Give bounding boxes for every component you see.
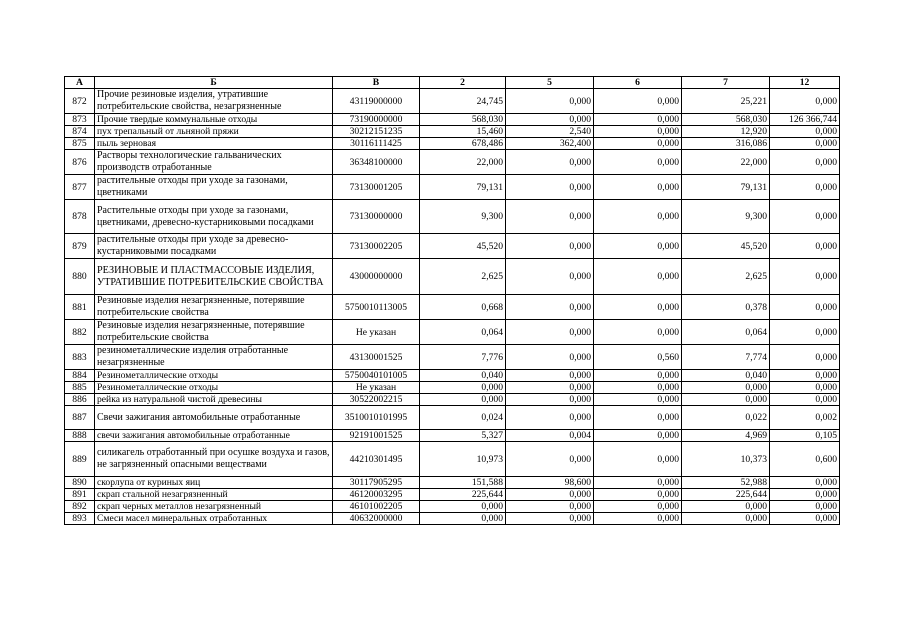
waste-name: скрап черных металлов незагрязненный xyxy=(95,501,333,513)
row-number: 875 xyxy=(65,138,95,150)
waste-code: 43000000000 xyxy=(333,259,420,295)
value-col-2: 0,000 xyxy=(420,501,506,513)
value-col-12: 0,000 xyxy=(770,259,840,295)
value-col-12: 0,105 xyxy=(770,430,840,442)
value-col-12: 0,000 xyxy=(770,320,840,345)
value-col-7: 0,000 xyxy=(682,513,770,525)
value-col-6: 0,000 xyxy=(594,138,682,150)
value-col-2: 0,000 xyxy=(420,382,506,394)
row-number: 888 xyxy=(65,430,95,442)
waste-name: скрап стальной незагрязненный xyxy=(95,489,333,501)
value-col-12: 0,000 xyxy=(770,345,840,370)
waste-code: 73190000000 xyxy=(333,114,420,126)
header-col-5: 5 xyxy=(506,77,594,89)
table-row xyxy=(65,370,840,382)
value-col-5: 0,000 xyxy=(506,114,594,126)
value-col-6: 0,000 xyxy=(594,114,682,126)
value-col-5: 0,000 xyxy=(506,489,594,501)
value-col-6: 0,000 xyxy=(594,234,682,259)
row-number: 891 xyxy=(65,489,95,501)
waste-report-sheet xyxy=(64,76,840,525)
value-col-12: 0,000 xyxy=(770,138,840,150)
table-row xyxy=(65,234,840,259)
table-row xyxy=(65,114,840,126)
value-col-7: 10,373 xyxy=(682,442,770,477)
table-row xyxy=(65,382,840,394)
value-col-6: 0,000 xyxy=(594,489,682,501)
value-col-7: 12,920 xyxy=(682,126,770,138)
table-row xyxy=(65,200,840,234)
value-col-7: 0,064 xyxy=(682,320,770,345)
table-body xyxy=(65,89,840,525)
row-number: 872 xyxy=(65,89,95,114)
value-col-5: 0,000 xyxy=(506,295,594,320)
table-row xyxy=(65,513,840,525)
value-col-6: 0,000 xyxy=(594,513,682,525)
row-number: 881 xyxy=(65,295,95,320)
value-col-6: 0,000 xyxy=(594,394,682,406)
value-col-5: 0,000 xyxy=(506,175,594,200)
row-number: 882 xyxy=(65,320,95,345)
value-col-7: 4,969 xyxy=(682,430,770,442)
value-col-7: 79,131 xyxy=(682,175,770,200)
waste-name: рейка из натуральной чистой древесины xyxy=(95,394,333,406)
value-col-2: 22,000 xyxy=(420,150,506,175)
value-col-7: 9,300 xyxy=(682,200,770,234)
table-row xyxy=(65,138,840,150)
value-col-5: 0,000 xyxy=(506,513,594,525)
value-col-6: 0,000 xyxy=(594,89,682,114)
value-col-7: 7,774 xyxy=(682,345,770,370)
value-col-5: 0,000 xyxy=(506,200,594,234)
table-row xyxy=(65,430,840,442)
waste-code: Не указан xyxy=(333,382,420,394)
value-col-12: 0,000 xyxy=(770,234,840,259)
waste-name: Прочие твердые коммунальные отходы xyxy=(95,114,333,126)
waste-name: скорлупа от куриных яиц xyxy=(95,477,333,489)
row-number: 885 xyxy=(65,382,95,394)
value-col-12: 0,000 xyxy=(770,370,840,382)
value-col-6: 0,000 xyxy=(594,150,682,175)
waste-code: 5750010113005 xyxy=(333,295,420,320)
waste-code: 73130000000 xyxy=(333,200,420,234)
value-col-7: 52,988 xyxy=(682,477,770,489)
row-number: 877 xyxy=(65,175,95,200)
value-col-2: 225,644 xyxy=(420,489,506,501)
value-col-5: 362,400 xyxy=(506,138,594,150)
table-row xyxy=(65,259,840,295)
value-col-2: 151,588 xyxy=(420,477,506,489)
value-col-2: 2,625 xyxy=(420,259,506,295)
waste-code: Не указан xyxy=(333,320,420,345)
waste-name: растительные отходы при уходе за газонами, цветниками xyxy=(95,175,333,200)
waste-code: 46120003295 xyxy=(333,489,420,501)
value-col-5: 0,000 xyxy=(506,234,594,259)
row-number: 883 xyxy=(65,345,95,370)
waste-name: резинометаллические изделия отработанные незагрязненные xyxy=(95,345,333,370)
table-row xyxy=(65,442,840,477)
value-col-7: 22,000 xyxy=(682,150,770,175)
value-col-7: 0,000 xyxy=(682,501,770,513)
table-row xyxy=(65,394,840,406)
value-col-5: 98,600 xyxy=(506,477,594,489)
value-col-12: 0,000 xyxy=(770,394,840,406)
value-col-2: 15,460 xyxy=(420,126,506,138)
waste-code: 40632000000 xyxy=(333,513,420,525)
waste-code: 46101002205 xyxy=(333,501,420,513)
table-row xyxy=(65,126,840,138)
value-col-5: 0,000 xyxy=(506,150,594,175)
value-col-5: 0,000 xyxy=(506,501,594,513)
value-col-7: 0,040 xyxy=(682,370,770,382)
table-row xyxy=(65,175,840,200)
waste-code: 5750040101005 xyxy=(333,370,420,382)
value-col-2: 79,131 xyxy=(420,175,506,200)
waste-code: 43130001525 xyxy=(333,345,420,370)
value-col-2: 0,668 xyxy=(420,295,506,320)
value-col-7: 225,644 xyxy=(682,489,770,501)
waste-name: Растворы технологические гальванических производств отработанные xyxy=(95,150,333,175)
row-number: 889 xyxy=(65,442,95,477)
waste-code: 92191001525 xyxy=(333,430,420,442)
value-col-12: 0,000 xyxy=(770,382,840,394)
value-col-5: 0,004 xyxy=(506,430,594,442)
value-col-2: 0,000 xyxy=(420,513,506,525)
value-col-5: 0,000 xyxy=(506,442,594,477)
waste-name: РЕЗИНОВЫЕ И ПЛАСТМАССОВЫЕ ИЗДЕЛИЯ, УТРАТИВШИЕ ПОТРЕБИТЕЛЬСКИЕ СВОЙСТВА xyxy=(95,259,333,295)
value-col-12: 0,000 xyxy=(770,477,840,489)
value-col-5: 0,000 xyxy=(506,370,594,382)
value-col-12: 126 366,744 xyxy=(770,114,840,126)
row-number: 886 xyxy=(65,394,95,406)
value-col-5: 0,000 xyxy=(506,320,594,345)
value-col-2: 568,030 xyxy=(420,114,506,126)
waste-code: 3510010101995 xyxy=(333,406,420,430)
value-col-2: 5,327 xyxy=(420,430,506,442)
value-col-6: 0,000 xyxy=(594,370,682,382)
header-col-b: Б xyxy=(95,77,333,89)
waste-name: Смеси масел минеральных отработанных xyxy=(95,513,333,525)
waste-name: Свечи зажигания автомобильные отработанные xyxy=(95,406,333,430)
header-col-7: 7 xyxy=(682,77,770,89)
header-col-2: 2 xyxy=(420,77,506,89)
value-col-12: 0,000 xyxy=(770,150,840,175)
value-col-6: 0,000 xyxy=(594,126,682,138)
waste-name: Резиновые изделия незагрязненные, потерявшие потребительские свойства xyxy=(95,320,333,345)
value-col-2: 0,000 xyxy=(420,394,506,406)
value-col-2: 0,024 xyxy=(420,406,506,430)
table-row xyxy=(65,320,840,345)
value-col-12: 0,000 xyxy=(770,489,840,501)
row-number: 887 xyxy=(65,406,95,430)
value-col-6: 0,000 xyxy=(594,320,682,345)
value-col-6: 0,000 xyxy=(594,382,682,394)
value-col-6: 0,000 xyxy=(594,200,682,234)
value-col-7: 0,000 xyxy=(682,382,770,394)
value-col-7: 0,378 xyxy=(682,295,770,320)
value-col-12: 0,002 xyxy=(770,406,840,430)
header-row xyxy=(65,77,840,89)
waste-name: Резинометаллические отходы xyxy=(95,370,333,382)
value-col-7: 2,625 xyxy=(682,259,770,295)
value-col-2: 0,064 xyxy=(420,320,506,345)
value-col-2: 24,745 xyxy=(420,89,506,114)
value-col-7: 0,022 xyxy=(682,406,770,430)
value-col-6: 0,000 xyxy=(594,175,682,200)
waste-table xyxy=(64,76,840,525)
waste-code: 30116111425 xyxy=(333,138,420,150)
value-col-7: 316,086 xyxy=(682,138,770,150)
row-number: 884 xyxy=(65,370,95,382)
table-row xyxy=(65,501,840,513)
waste-code: 44210301495 xyxy=(333,442,420,477)
header-col-a: А xyxy=(65,77,95,89)
table-row xyxy=(65,89,840,114)
value-col-6: 0,000 xyxy=(594,430,682,442)
value-col-7: 568,030 xyxy=(682,114,770,126)
row-number: 876 xyxy=(65,150,95,175)
value-col-5: 0,000 xyxy=(506,259,594,295)
value-col-6: 0,000 xyxy=(594,442,682,477)
value-col-12: 0,000 xyxy=(770,89,840,114)
value-col-2: 678,486 xyxy=(420,138,506,150)
value-col-5: 0,000 xyxy=(506,382,594,394)
waste-name: Резинометаллические отходы xyxy=(95,382,333,394)
waste-name: Прочие резиновые изделия, утратившие потребительские свойства, незагрязненные xyxy=(95,89,333,114)
waste-name: растительные отходы при уходе за древесно-кустарниковыми посадками xyxy=(95,234,333,259)
value-col-6: 0,000 xyxy=(594,477,682,489)
value-col-5: 0,000 xyxy=(506,345,594,370)
value-col-6: 0,000 xyxy=(594,259,682,295)
waste-name: Растительные отходы при уходе за газонами, цветниками, древесно-кустарниковыми посадками xyxy=(95,200,333,234)
table-row xyxy=(65,477,840,489)
value-col-5: 0,000 xyxy=(506,89,594,114)
value-col-7: 45,520 xyxy=(682,234,770,259)
row-number: 892 xyxy=(65,501,95,513)
value-col-2: 7,776 xyxy=(420,345,506,370)
value-col-6: 0,560 xyxy=(594,345,682,370)
table-row xyxy=(65,345,840,370)
value-col-5: 0,000 xyxy=(506,406,594,430)
waste-code: 36348100000 xyxy=(333,150,420,175)
value-col-6: 0,000 xyxy=(594,295,682,320)
value-col-12: 0,000 xyxy=(770,126,840,138)
value-col-2: 45,520 xyxy=(420,234,506,259)
waste-name: свечи зажигания автомобильные отработанные xyxy=(95,430,333,442)
row-number: 893 xyxy=(65,513,95,525)
waste-code: 30117905295 xyxy=(333,477,420,489)
row-number: 873 xyxy=(65,114,95,126)
value-col-7: 25,221 xyxy=(682,89,770,114)
waste-name: пыль зерновая xyxy=(95,138,333,150)
value-col-2: 0,040 xyxy=(420,370,506,382)
value-col-12: 0,000 xyxy=(770,295,840,320)
header-col-v: В xyxy=(333,77,420,89)
value-col-2: 9,300 xyxy=(420,200,506,234)
value-col-12: 0,000 xyxy=(770,513,840,525)
waste-name: силикагель отработанный при осушке воздуха и газов, не загрязненный опасными веществами xyxy=(95,442,333,477)
waste-code: 43119000000 xyxy=(333,89,420,114)
waste-code: 73130002205 xyxy=(333,234,420,259)
waste-name: пух трепальный от льняной пряжи xyxy=(95,126,333,138)
table-row xyxy=(65,295,840,320)
value-col-5: 0,000 xyxy=(506,394,594,406)
row-number: 874 xyxy=(65,126,95,138)
header-col-12: 12 xyxy=(770,77,840,89)
waste-code: 73130001205 xyxy=(333,175,420,200)
value-col-6: 0,000 xyxy=(594,501,682,513)
value-col-12: 0,000 xyxy=(770,200,840,234)
waste-name: Резиновые изделия незагрязненные, потерявшие потребительские свойства xyxy=(95,295,333,320)
value-col-5: 2,540 xyxy=(506,126,594,138)
row-number: 880 xyxy=(65,259,95,295)
table-row xyxy=(65,406,840,430)
waste-code: 30522002215 xyxy=(333,394,420,406)
value-col-6: 0,000 xyxy=(594,406,682,430)
value-col-2: 10,973 xyxy=(420,442,506,477)
table-row xyxy=(65,489,840,501)
row-number: 878 xyxy=(65,200,95,234)
value-col-12: 0,000 xyxy=(770,175,840,200)
row-number: 890 xyxy=(65,477,95,489)
row-number: 879 xyxy=(65,234,95,259)
value-col-12: 0,000 xyxy=(770,501,840,513)
table-row xyxy=(65,150,840,175)
header-col-6: 6 xyxy=(594,77,682,89)
value-col-12: 0,600 xyxy=(770,442,840,477)
waste-code: 30212151235 xyxy=(333,126,420,138)
value-col-7: 0,000 xyxy=(682,394,770,406)
